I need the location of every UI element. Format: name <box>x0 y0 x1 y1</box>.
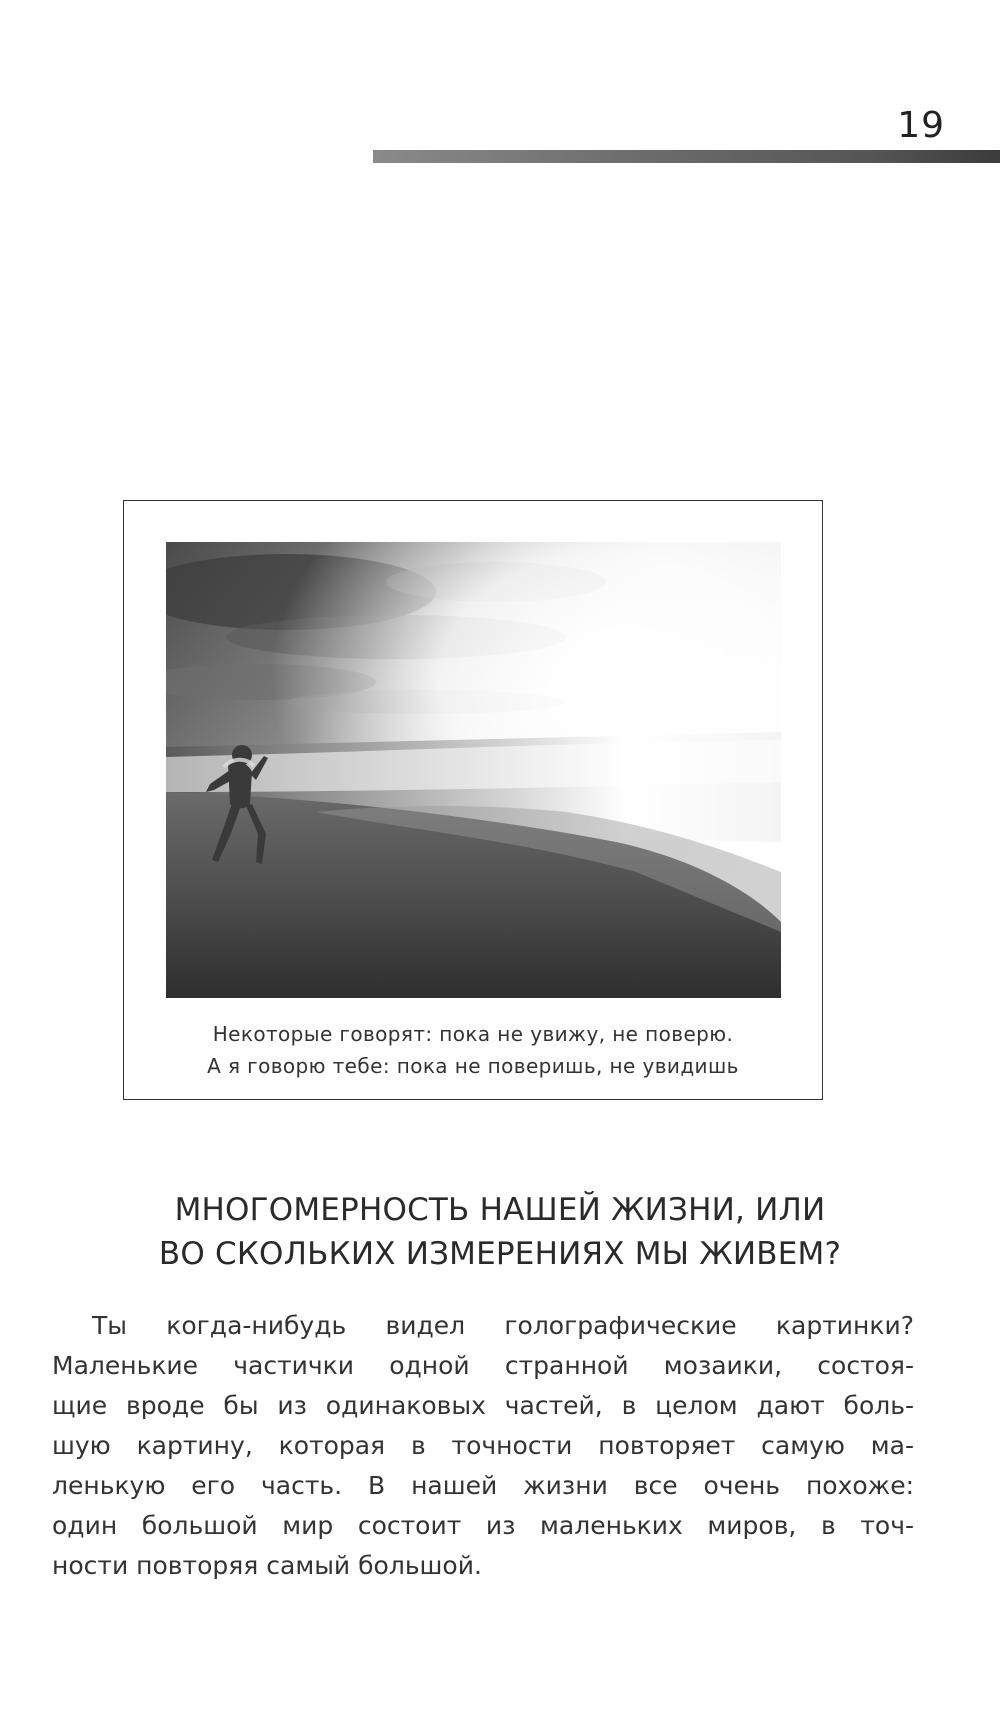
body-line: ленькую его часть. В нашей жизни все очень похоже: <box>52 1471 914 1500</box>
body-line: щие вроде бы из одинаковых частей, в целом дают боль- <box>52 1391 914 1420</box>
caption-line: Некоторые говорят: пока не увижу, не поверю. <box>212 1022 734 1046</box>
heading-line: ВО СКОЛЬКИХ ИЗМЕРЕНИЯХ МЫ ЖИВЕМ? <box>158 1236 842 1272</box>
heading-line: МНОГОМЕРНОСТЬ НАШЕЙ ЖИЗНИ, ИЛИ <box>174 1192 826 1228</box>
body-line: шую картину, которая в точности повторяет самую ма- <box>52 1431 914 1460</box>
beach-photo <box>166 542 781 998</box>
body-line: Ты когда-нибудь видел голографические картинки? <box>92 1311 914 1340</box>
figure-caption <box>123 1018 823 1082</box>
page-number: 19 <box>897 105 945 146</box>
body-paragraph <box>52 1306 914 1586</box>
caption-line: А я говорю тебе: пока не поверишь, не увидишь <box>207 1054 739 1078</box>
body-line: Маленькие частички одной странной мозаики, состоя- <box>52 1351 914 1380</box>
body-line: ности повторяя самый большой. <box>52 1551 482 1580</box>
body-line: один большой мир состоит из маленьких миров, в точ- <box>52 1511 914 1540</box>
section-heading <box>60 1188 940 1276</box>
beach-photo-image <box>166 542 781 998</box>
header-rule <box>373 150 1000 163</box>
